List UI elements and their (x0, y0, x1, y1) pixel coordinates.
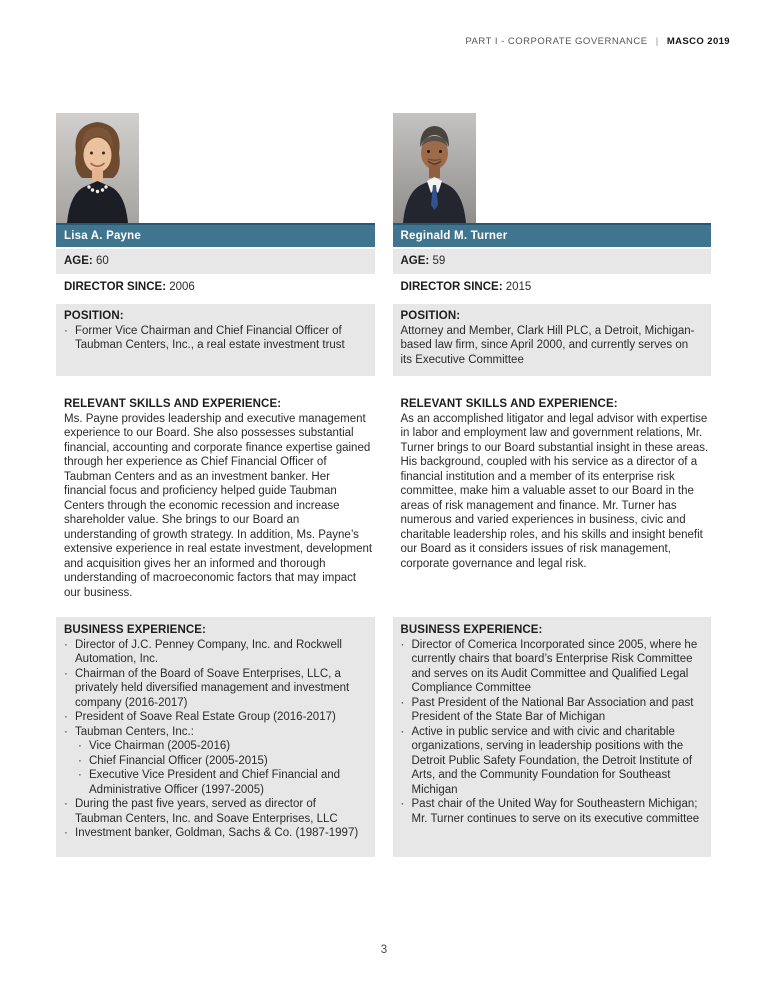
bullet-icon: · (64, 667, 68, 680)
payne-director-since-row (56, 280, 375, 295)
director-bios-grid (56, 113, 711, 857)
page-footer (0, 944, 768, 956)
bullet-icon: · (78, 740, 82, 752)
bullet-icon: · (78, 754, 82, 767)
item-text: Vice Chairman (2005-2016) (89, 740, 231, 752)
age-label: AGE: (400, 255, 430, 267)
director-since-value: 2015 (505, 281, 532, 293)
item-text: Director of J.C. Penney Company, Inc. and Rockwell Automation, Inc. (75, 638, 342, 665)
bullet-icon: · (64, 725, 68, 738)
item-text: Past President of the National Bar Association and past President of the State Bar of Michigan (411, 696, 694, 723)
item-text: Chief Financial Officer (2005-2015) (89, 754, 268, 767)
bullet-item (64, 710, 365, 725)
bullet-icon: · (400, 725, 405, 738)
bullet-icon: · (64, 711, 68, 723)
bullet-icon: · (400, 696, 405, 709)
turner-name-bar: Reginald M. Turner (393, 223, 712, 247)
director-since-label: DIRECTOR SINCE: (400, 281, 503, 293)
bullet-icon: · (64, 827, 68, 839)
header-separator: | (655, 36, 659, 47)
item-text: Director of Comerica Incorporated since 2005, where he currently chairs that board’s Enterprise Risk Committee and serves on its Audit Committee and Qualified Legal Compliance Committee (411, 638, 698, 694)
bullet-icon: · (400, 798, 405, 810)
director-since-label: DIRECTOR SINCE: (64, 281, 167, 293)
turner-director-since-row (393, 280, 712, 295)
payne-name-bar: Lisa A. Payne (56, 223, 375, 247)
position-list (64, 324, 365, 353)
turner-skills-section (393, 397, 712, 600)
bullet-item (64, 826, 365, 841)
bullet-item (64, 324, 365, 353)
bullet-icon: · (64, 324, 68, 337)
bullet-item (78, 739, 365, 754)
report-section-title: PART I - CORPORATE GOVERNANCE (465, 36, 648, 47)
payne-position-section (56, 304, 375, 376)
item-text: President of Soave Real Estate Group (2016-2017) (75, 711, 336, 723)
bullet-item (64, 797, 365, 826)
skills-paragraph: As an accomplished litigator and legal advisor with expertise in labor and employment law and government relations, Mr. Turner brings to our Board substantial insight in these areas. His background, coupled with his service as a director of a financial institution and a member of its enterprise risk committee, make him a valuable asset to our Board in the areas of risk management and finance. Mr. Turner has numerous and varied experiences in business, civic and charitable leadership roles, and his skills and insight benefit our Board as it considers issues of risk management, corporate governance and legal risk. (400, 412, 709, 570)
skills-heading: RELEVANT SKILLS AND EXPERIENCE: (64, 398, 282, 410)
item-text: Investment banker, Goldman, Sachs & Co. (1987-1997) (75, 827, 359, 839)
payne-portrait-photo (56, 113, 139, 223)
item-text: Former Vice Chairman and Chief Financial Officer of Taubman Centers, Inc., a real estate investment trust (75, 324, 345, 351)
business-heading: BUSINESS EXPERIENCE: (64, 624, 206, 636)
payne-card-header (56, 113, 375, 274)
turner-position-section (393, 304, 712, 376)
turner-business-section (393, 617, 712, 857)
bullet-icon: · (78, 769, 82, 781)
bullet-item (64, 725, 365, 740)
director-since-value: 2006 (169, 281, 195, 293)
bullet-item (64, 667, 365, 711)
page-header (0, 36, 730, 47)
paragraph-item (401, 324, 702, 368)
age-value: 59 (432, 255, 446, 267)
item-text: Active in public service and with civic and charitable organizations, serving in leadership positions with the Detroit Public Safety Foundation, the Detroit Institute of Arts, and the Community Foundation for Southeast Michigan (411, 725, 693, 796)
bullet-icon: · (400, 638, 405, 651)
payne-skills-section (56, 397, 375, 600)
business-heading: BUSINESS EXPERIENCE: (400, 624, 543, 636)
age-label: AGE: (64, 255, 93, 267)
bullet-item (401, 725, 702, 798)
report-brand-title: MASCO 2019 (666, 36, 730, 47)
item-text: Taubman Centers, Inc.: (75, 725, 194, 738)
bullet-icon: · (64, 798, 68, 810)
position-heading: POSITION: (64, 310, 124, 322)
skills-heading: RELEVANT SKILLS AND EXPERIENCE: (400, 398, 618, 410)
position-heading: POSITION: (400, 310, 461, 322)
payne-business-section (56, 617, 375, 857)
bullet-item (78, 768, 365, 797)
bullet-item (401, 797, 702, 826)
position-list (401, 324, 702, 368)
bullet-item (401, 696, 702, 725)
age-value: 60 (95, 255, 109, 267)
item-text: Attorney and Member, Clark Hill PLC, a Detroit, Michigan-based law firm, since April 2000, and currently serves on its Executive Committee (400, 324, 695, 366)
item-text: Past chair of the United Way for Southeastern Michigan; Mr. Turner continues to serve on its executive committee (411, 798, 700, 825)
bullet-item (401, 638, 702, 696)
turner-age-row (393, 249, 712, 274)
bullet-item (64, 638, 365, 667)
turner-portrait-photo (393, 113, 476, 223)
page-number: 3 (380, 944, 388, 956)
turner-card-header (393, 113, 712, 274)
item-text: Chairman of the Board of Soave Enterprises, LLC, a privately held diversified management and investment company (2016-2017) (75, 667, 350, 709)
bullet-icon: · (64, 638, 68, 651)
bullet-item (78, 754, 365, 769)
payne-age-row (56, 249, 375, 274)
business-list (64, 638, 365, 841)
business-list (401, 638, 702, 827)
item-text: Executive Vice President and Chief Financial and Administrative Officer (1997-2005) (89, 769, 341, 796)
item-text: During the past five years, served as director of Taubman Centers, Inc. and Soave Enterprises, LLC (75, 798, 338, 825)
skills-paragraph: Ms. Payne provides leadership and executive management experience to our Board. She also possesses substantial financial, accounting and corporate finance expertise gained through her experience as Chief Financial Officer of Taubman Centers and as an investment banker. Her financial focus and proficiency helped guide Taubman Centers through the economic recession and increase shareholder value. She brings to our Board an understanding of growth strategy. In addition, Ms. Payne’s extensive experience in real estate investment, development and acquisition gives her an informed and thorough understanding of macroeconomic factors that may impact our business. (64, 412, 373, 599)
